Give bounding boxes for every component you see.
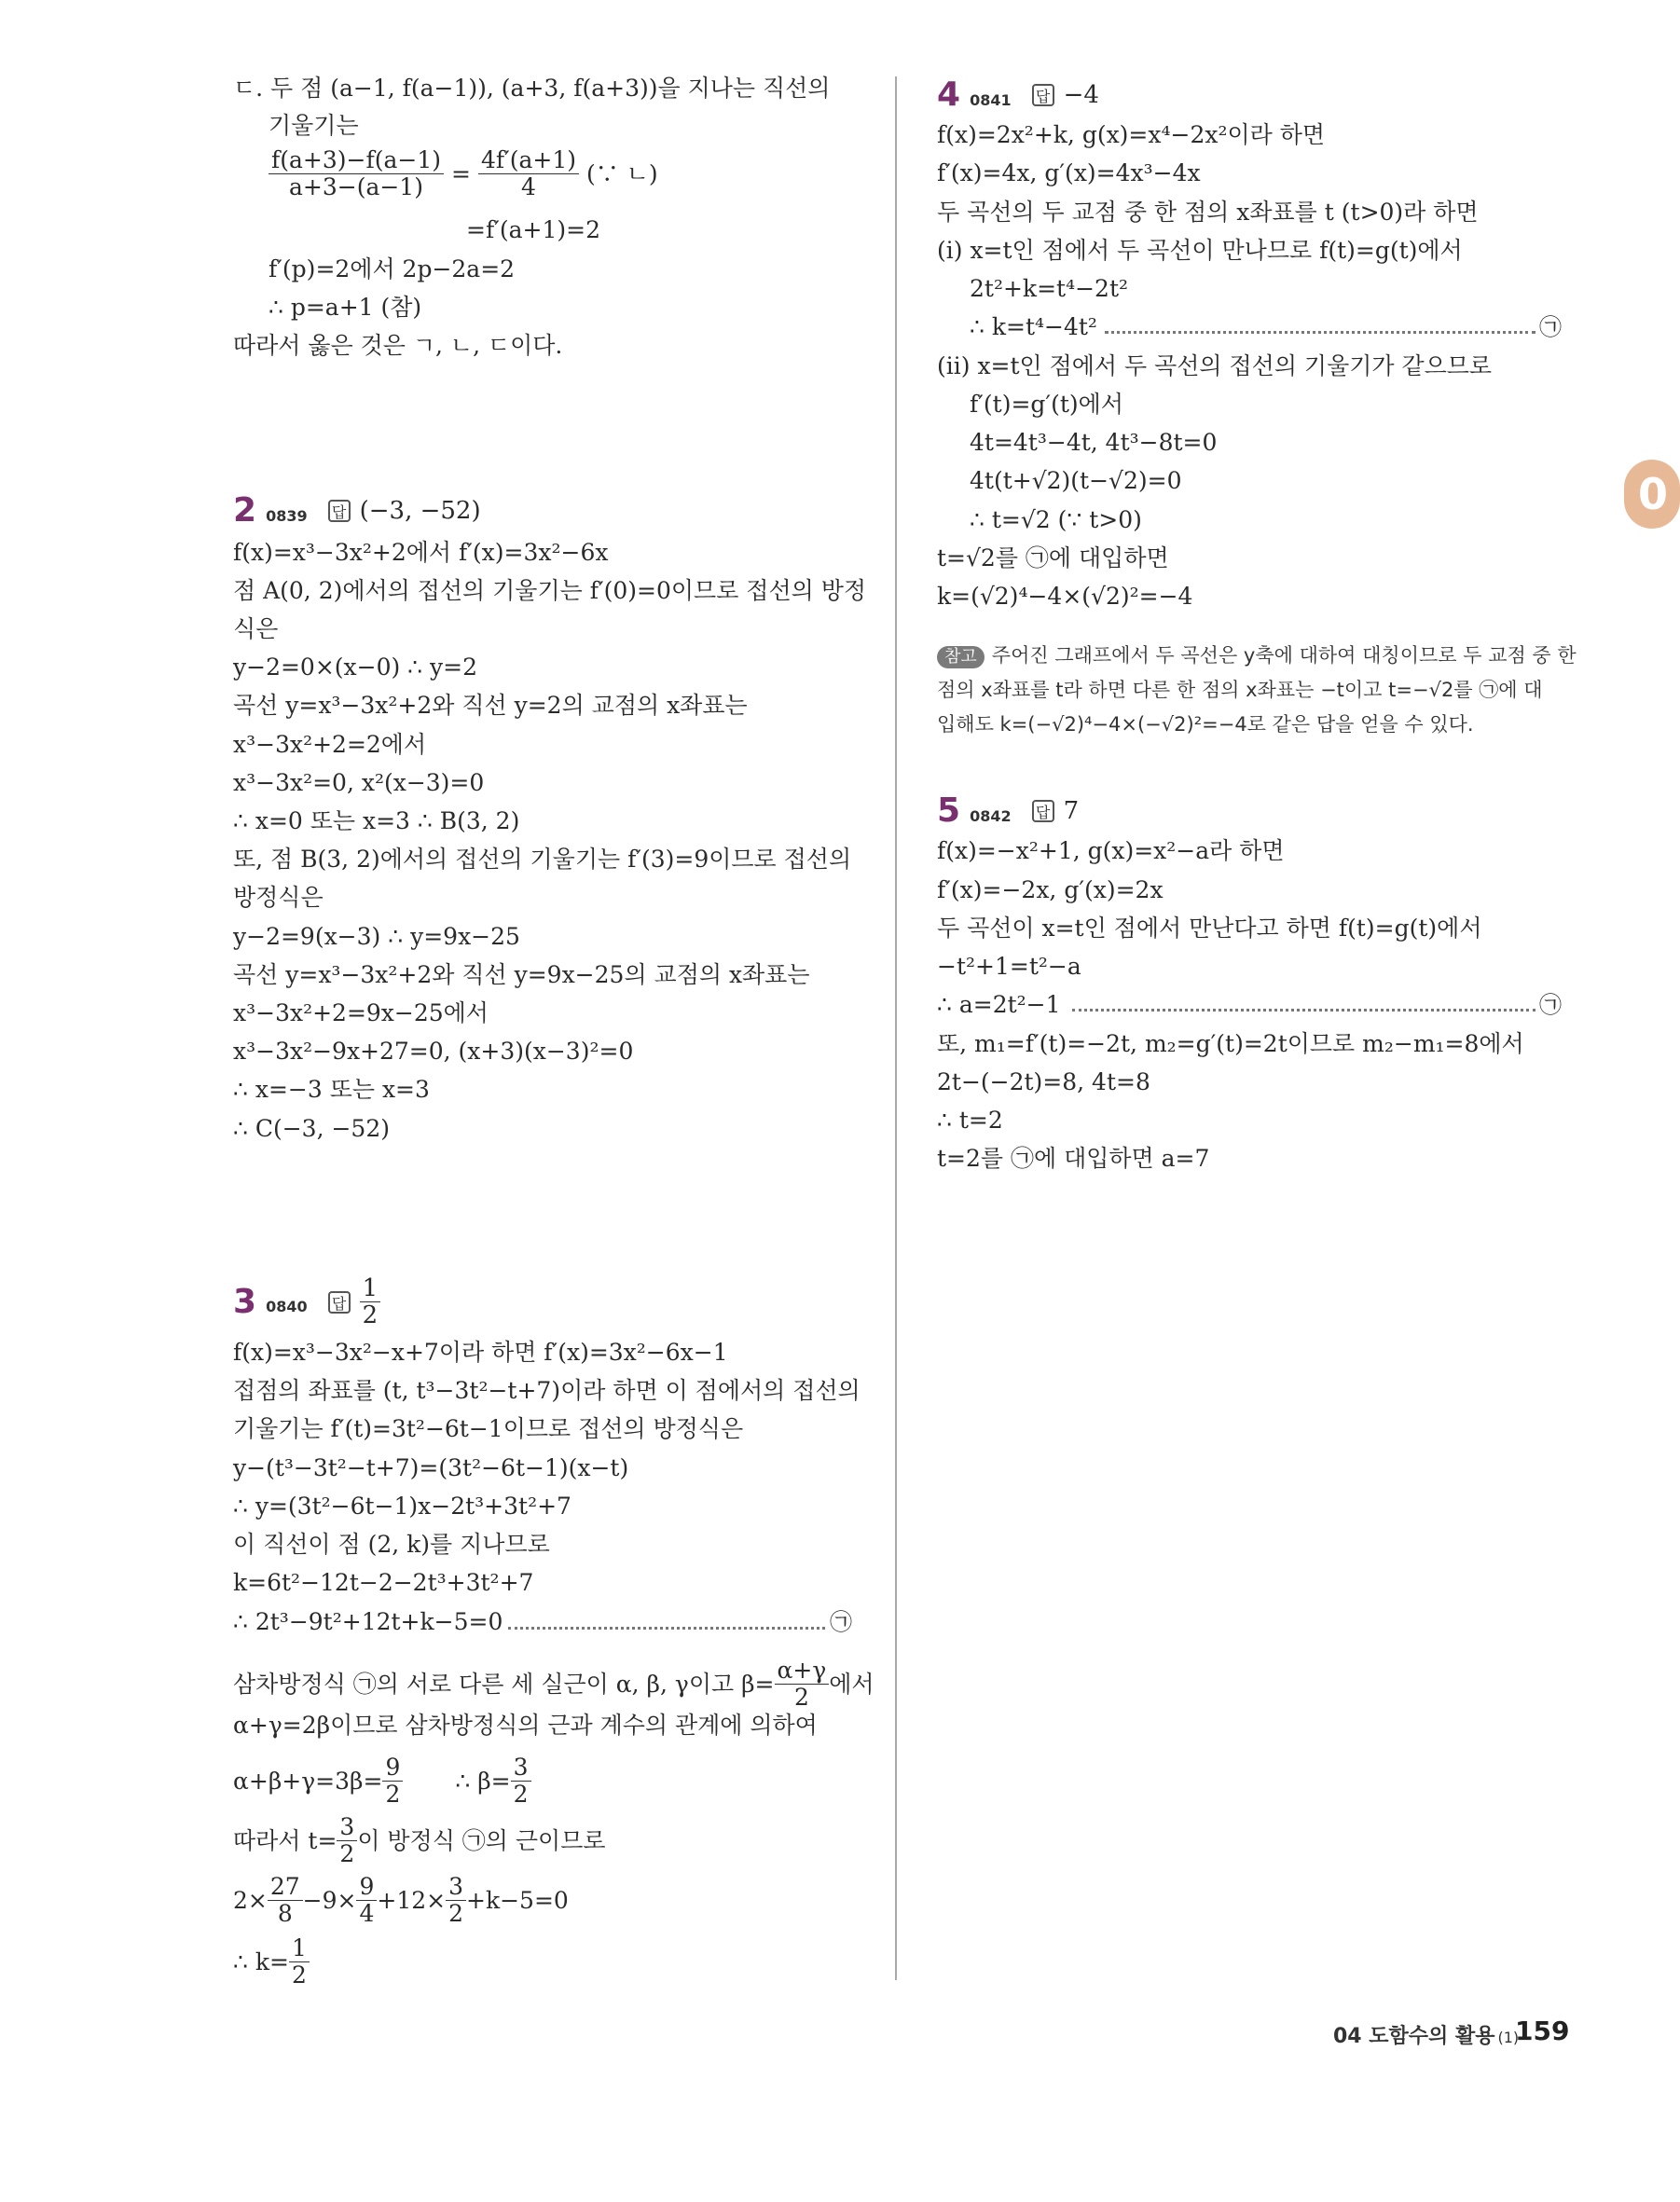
text-line: f(x)=2x²+k, g(x)=x⁴−2x²이라 하면	[937, 121, 1326, 148]
text-line: 또, m₁=f′(t)=−2t, m₂=g′(t)=2t이므로 m₂−m₁=8에서	[937, 1030, 1524, 1057]
fraction: $\frac{3}{2}$	[511, 1755, 531, 1808]
problem-code: 0840	[266, 1298, 308, 1315]
text-line: 4t=4t³−4t, 4t³−8t=0	[970, 429, 1218, 456]
answer-badge: 답	[328, 1291, 351, 1314]
fraction: $\frac{1}{2}$	[289, 1935, 310, 1989]
fraction: $\frac{9}{2}$	[382, 1755, 403, 1808]
text-line: 2t²+k=t⁴−2t²	[970, 275, 1129, 302]
text-line: 곡선 y=x³−3x²+2와 직선 y=9x−25의 교점의 x좌표는	[233, 961, 810, 988]
text-line: ∴ y=(3t²−6t−1)x−2t³+3t²+7	[233, 1493, 571, 1520]
problem-code: 0841	[970, 90, 1012, 109]
text-line: 두 곡선이 x=t인 점에서 만난다고 하면 f(t)=g(t)에서	[937, 915, 1482, 942]
text-line: y−(t³−3t²−t+7)=(3t²−6t−1)(x−t)	[233, 1454, 629, 1481]
problem-2-header	[233, 492, 481, 530]
text-line: 따라서 옳은 것은 ㄱ, ㄴ, ㄷ이다.	[233, 332, 563, 359]
text-line: 방정식은	[233, 884, 324, 911]
circled-label: ㉠	[830, 1609, 852, 1635]
text-line: 두 곡선의 두 교점 중 한 점의 x좌표를 t (t>0)라 하면	[937, 199, 1479, 226]
text-line: x³−3x²+2=9x−25에서	[233, 999, 489, 1026]
text-line: α+γ=2β이므로 삼차방정식의 근과 계수의 관계에 의하여	[233, 1712, 818, 1739]
text-line: ∴ k=t⁴−4t²	[970, 313, 1097, 340]
text-line: 기울기는	[269, 112, 359, 139]
text-line: (ⅰ) x=t인 점에서 두 곡선이 만나므로 f(t)=g(t)에서	[937, 237, 1463, 264]
answer-value: −4	[1063, 81, 1099, 109]
chapter-side-tab-label: 0	[1638, 469, 1669, 519]
text-line: 접점의 좌표를 (t, t³−3t²−t+7)이라 하면 이 점에서의 접선의	[233, 1377, 861, 1404]
text-line: x³−3x²+2=2에서	[233, 731, 427, 758]
text-line: f′(x)=4x, g′(x)=4x³−4x	[937, 159, 1201, 186]
answer-fraction: $\frac{1}{2}$	[360, 1275, 381, 1328]
text-line: 2t−(−2t)=8, 4t=8	[937, 1068, 1150, 1095]
text-line: f′(x)=−2x, g′(x)=2x	[937, 876, 1164, 903]
dotted-leader	[508, 1627, 825, 1630]
chapter-title: 04 도함수의 활용 (1)	[1333, 2025, 1520, 2048]
text-line: ∴ t=√2 (∵ t>0)	[970, 506, 1142, 533]
fraction: $\frac{9}{4}$	[356, 1874, 377, 1927]
text-line: ∴ p=a+1 (참)	[269, 294, 422, 321]
text-line: ∴ a=2t²−1	[937, 991, 1061, 1018]
note-line: 참고 주어진 그래프에서 두 곡선은 y축에 대하여 대칭이므로 두 교점 중 한	[937, 643, 1577, 668]
slope-equation: $\frac{f(a+3)-f(a-1)}{a+3-(a-1)}$ = $\frac{4f'(a+1)}{4}$ (∵ ㄴ)	[269, 147, 658, 200]
problem-number: 4	[937, 76, 961, 114]
text-line: (ⅱ) x=t인 점에서 두 곡선의 접선의 기울기가 같으므로	[937, 352, 1493, 379]
text-line: ∴ 2t³−9t²+12t+k−5=0	[233, 1608, 503, 1635]
text-line: y−2=0×(x−0) ∴ y=2	[233, 654, 478, 681]
answer-value: (−3, −52)	[359, 497, 481, 525]
text-line: t=√2를 ㉠에 대입하면	[937, 544, 1169, 571]
answer-badge: 답	[1032, 84, 1054, 106]
text-line: f(x)=x³−3x²+2에서 f′(x)=3x²−6x	[233, 539, 609, 566]
text-line: 식은	[233, 615, 279, 642]
text-line: α+β+γ=3β= $\frac{9}{2}$ ∴ β= $\frac{3}{2}$	[233, 1755, 531, 1808]
problem-4-header	[937, 76, 1099, 114]
problem-number: 2	[233, 491, 257, 530]
note-line: 점의 x좌표를 t라 하면 다른 한 점의 x좌표는 −t이고 t=−√2를 ㉠에 대	[937, 679, 1543, 701]
text-line: ∴ x=0 또는 x=3 ∴ B(3, 2)	[233, 807, 520, 834]
text-line: 기울기는 f′(t)=3t²−6t−1이므로 접선의 방정식은	[233, 1415, 744, 1442]
column-divider	[895, 76, 897, 1980]
dotted-leader	[1072, 1009, 1535, 1012]
text-line: =f′(a+1)=2	[466, 216, 600, 243]
problem-code: 0842	[970, 806, 1012, 825]
text-line: f′(t)=g′(t)에서	[970, 391, 1123, 418]
text-line: 이 직선이 점 (2, k)를 지나므로	[233, 1531, 550, 1558]
problem-number: 3	[233, 1282, 257, 1321]
fraction: $\frac{3}{2}$	[337, 1814, 357, 1867]
fraction: $\frac{\alpha+\gamma}{2}$	[775, 1658, 830, 1711]
text-line: 곡선 y=x³−3x²+2와 직선 y=2의 교점의 x좌표는	[233, 692, 748, 719]
problem-number: 5	[937, 791, 961, 830]
fraction: $\frac{4f'(a+1)}{4}$	[478, 147, 579, 200]
text-line: 또, 점 B(3, 2)에서의 접선의 기울기는 f′(3)=9이므로 접선의	[233, 846, 852, 873]
fraction: $\frac{f(a+3)-f(a-1)}{a+3-(a-1)}$	[269, 147, 444, 200]
text-line: 삼차방정식 ㉠의 서로 다른 세 실근이 α, β, γ이고 β= $\frac{\alpha+\gamma}{2}$ 에서	[233, 1657, 874, 1711]
text-line: 4t(t+√2)(t−√2)=0	[970, 467, 1182, 494]
text-line: k=6t²−12t−2−2t³+3t²+7	[233, 1569, 534, 1596]
text-line: ㄷ. 두 점 (a−1, f(a−1)), (a+3, f(a+3))을 지나는 직선의	[233, 75, 831, 102]
answer-badge: 답	[328, 500, 351, 522]
text-line: x³−3x²−9x+27=0, (x+3)(x−3)²=0	[233, 1038, 634, 1065]
text-line: f(x)=x³−3x²−x+7이라 하면 f′(x)=3x²−6x−1	[233, 1339, 728, 1366]
circled-label: ㉠	[1539, 992, 1562, 1018]
problem-3-header	[233, 1275, 380, 1328]
text-line: f′(p)=2에서 2p−2a=2	[269, 255, 516, 282]
note-badge: 참고	[937, 646, 985, 668]
page-number: 159	[1515, 2016, 1570, 2046]
fraction: $\frac{27}{8}$	[268, 1874, 303, 1927]
text-line: −t²+1=t²−a	[937, 953, 1081, 980]
answer-value: 7	[1063, 797, 1080, 825]
text-line: k=(√2)⁴−4×(√2)²=−4	[937, 583, 1193, 610]
dotted-leader	[1105, 331, 1535, 334]
text-line: ∴ x=−3 또는 x=3	[233, 1076, 430, 1103]
text-line: x³−3x²=0, x²(x−3)=0	[233, 769, 485, 796]
because-note: (∵ ㄴ)	[586, 159, 658, 187]
text-line: t=2를 ㉠에 대입하면 a=7	[937, 1145, 1210, 1172]
text-line: 따라서 t= $\frac{3}{2}$ 이 방정식 ㉠의 근이므로	[233, 1813, 606, 1867]
text-line: 2× $\frac{27}{8}$ −9× $\frac{9}{4}$ +12× $\frac{3}{2}$ +k−5=0	[233, 1873, 569, 1927]
circled-label: ㉠	[1539, 314, 1562, 340]
text-line: f(x)=−x²+1, g(x)=x²−a라 하면	[937, 837, 1285, 864]
text-line: 점 A(0, 2)에서의 접선의 기울기는 f′(0)=0이므로 접선의 방정	[233, 577, 866, 604]
text-line: ∴ k= $\frac{1}{2}$	[233, 1935, 310, 1989]
text-line: ∴ t=2	[937, 1107, 1003, 1134]
text-line: y−2=9(x−3) ∴ y=9x−25	[233, 923, 520, 950]
fraction: $\frac{3}{2}$	[446, 1874, 466, 1927]
note-line: 입해도 k=(−√2)⁴−4×(−√2)²=−4로 같은 답을 얻을 수 있다.	[937, 713, 1474, 736]
answer-badge: 답	[1032, 800, 1054, 822]
problem-code: 0839	[266, 506, 308, 525]
text-line: ∴ C(−3, −52)	[233, 1115, 390, 1142]
problem-5-header	[937, 792, 1079, 830]
